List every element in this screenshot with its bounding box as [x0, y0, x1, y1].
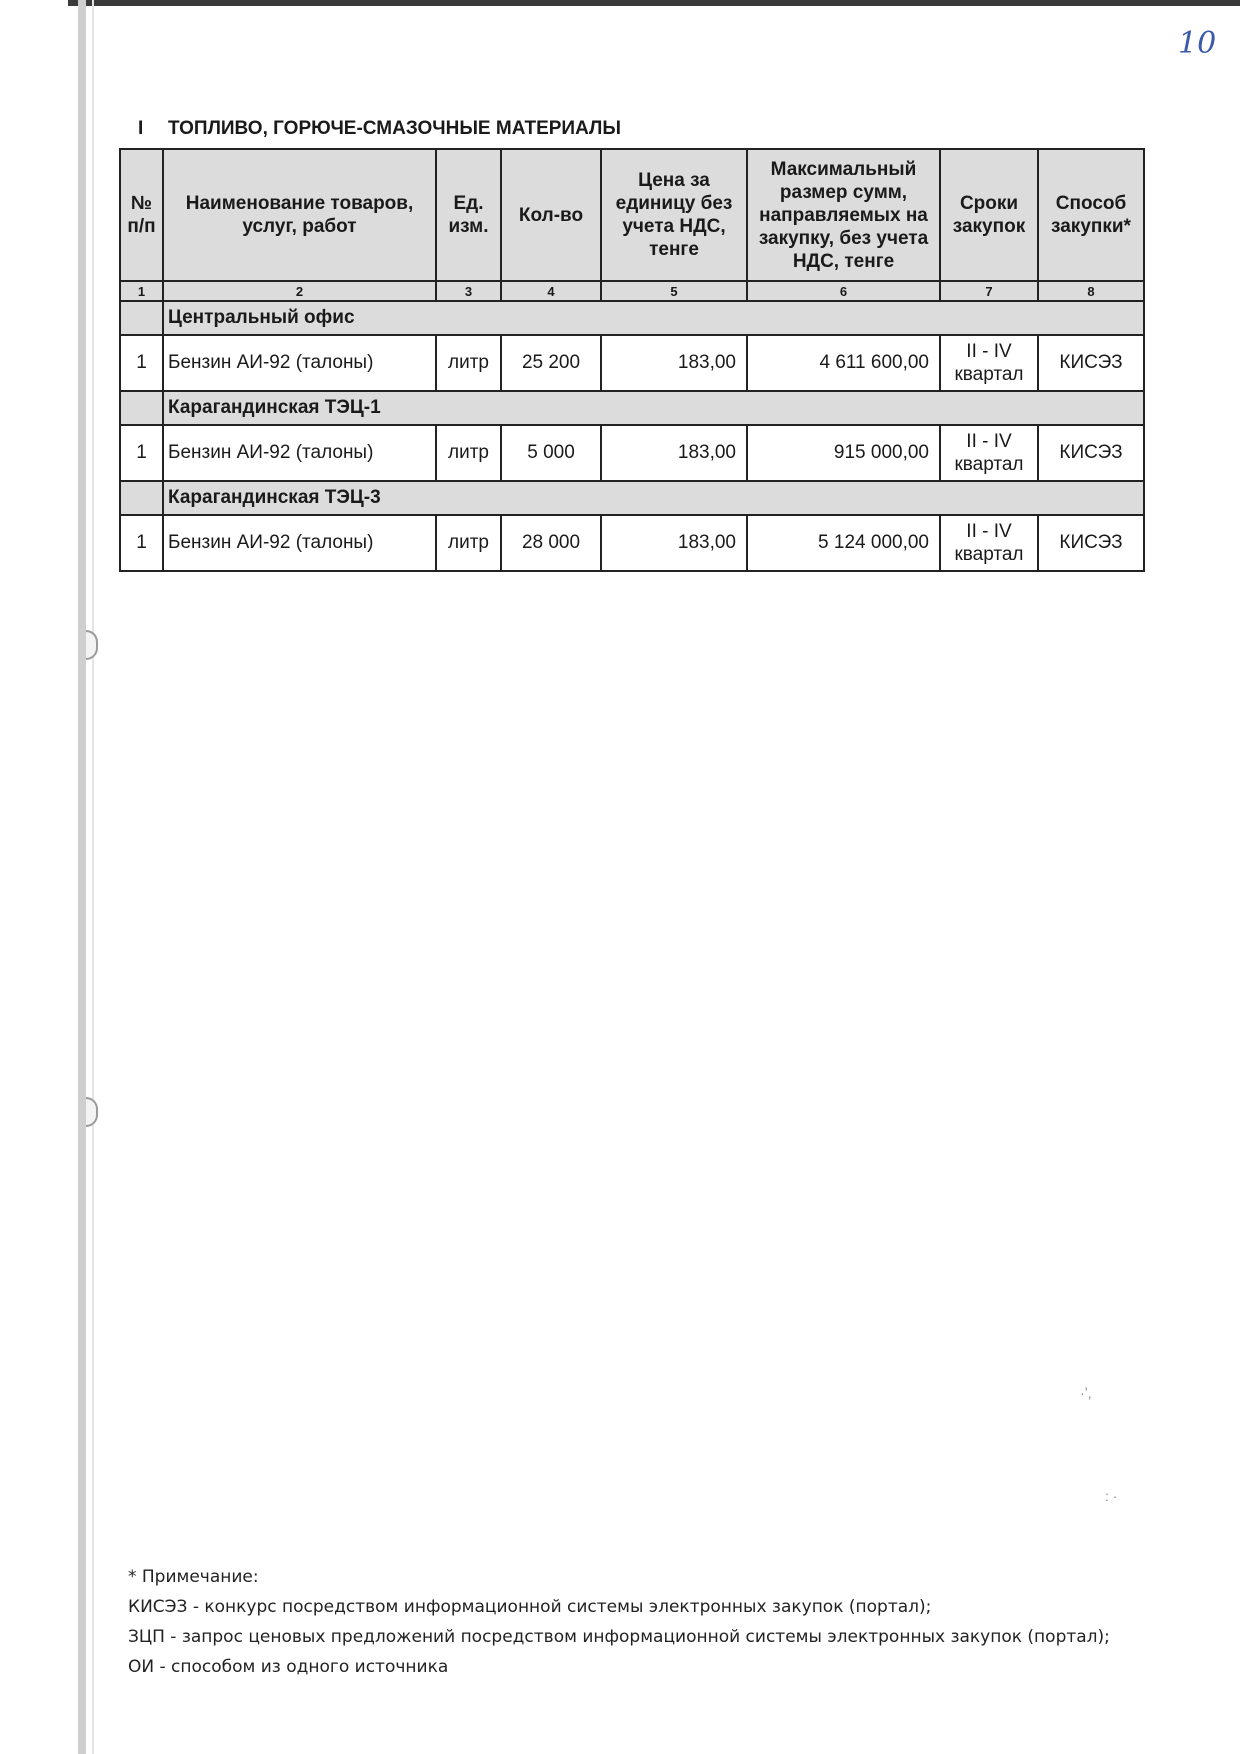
column-number: 3	[436, 281, 501, 301]
row-total: 915 000,00	[747, 425, 940, 481]
section-heading	[138, 118, 621, 140]
row-method: КИСЭЗ	[1038, 425, 1144, 481]
group-name: Центральный офис	[163, 301, 1144, 335]
scan-speck: ·ʼ,	[1080, 1385, 1092, 1401]
scan-speck: : ·	[1105, 1488, 1118, 1504]
row-price: 183,00	[601, 425, 747, 481]
section-title: ТОПЛИВО, ГОРЮЧЕ-СМАЗОЧНЫЕ МАТЕРИАЛЫ	[168, 118, 621, 139]
row-period-unit: квартал	[954, 544, 1024, 565]
handwritten-page-number: 10	[1178, 26, 1217, 61]
row-method: КИСЭЗ	[1038, 335, 1144, 391]
row-price: 183,00	[601, 335, 747, 391]
table-row	[120, 335, 1144, 391]
group-spacer-cell	[120, 301, 163, 335]
row-quantity: 5 000	[501, 425, 601, 481]
footnote-line: ОИ - способом из одного источника	[128, 1657, 449, 1677]
table-header-row	[120, 149, 1144, 281]
column-number: 6	[747, 281, 940, 301]
row-number: 1	[120, 515, 163, 571]
group-row	[120, 301, 1144, 335]
row-total: 5 124 000,00	[747, 515, 940, 571]
header-cell-number: № п/п	[120, 149, 163, 281]
column-number: 4	[501, 281, 601, 301]
table-row	[120, 515, 1144, 571]
punch-hole	[86, 1097, 98, 1127]
footnote-line: КИСЭЗ - конкурс посредством информационной системы электронных закупок (портал);	[128, 1597, 932, 1617]
row-period	[940, 425, 1038, 481]
header-cell-quantity: Кол-во	[501, 149, 601, 281]
section-roman-numeral: I	[138, 118, 144, 139]
row-item-name: Бензин АИ-92 (талоны)	[163, 515, 436, 571]
header-cell-name: Наименование товаров, услуг, работ	[163, 149, 436, 281]
footnote-line: ЗЦП - запрос ценовых предложений посредством информационной системы электронных закупок (портал);	[128, 1627, 1110, 1647]
procurement-table	[119, 148, 1145, 572]
column-number: 2	[163, 281, 436, 301]
column-number: 5	[601, 281, 747, 301]
group-spacer-cell	[120, 481, 163, 515]
column-number: 7	[940, 281, 1038, 301]
row-number: 1	[120, 335, 163, 391]
column-number: 8	[1038, 281, 1144, 301]
row-total: 4 611 600,00	[747, 335, 940, 391]
row-number: 1	[120, 425, 163, 481]
row-period-range: II - IV	[966, 431, 1012, 452]
row-period-range: II - IV	[966, 341, 1012, 362]
header-cell-unit: Ед. изм.	[436, 149, 501, 281]
group-row	[120, 481, 1144, 515]
row-unit: литр	[436, 425, 501, 481]
binding-strip	[78, 0, 86, 1754]
group-spacer-cell	[120, 391, 163, 425]
page-top-edge	[68, 0, 1240, 6]
binding-strip-shadow	[92, 0, 94, 1754]
row-period-unit: квартал	[954, 364, 1024, 385]
row-period-unit: квартал	[954, 454, 1024, 475]
header-cell-max-amount: Максимальный размер сумм, направляемых на закупку, без учета НДС, тенге	[747, 149, 940, 281]
table-row	[120, 425, 1144, 481]
footnote-title: * Примечание:	[128, 1567, 259, 1587]
row-item-name: Бензин АИ-92 (талоны)	[163, 425, 436, 481]
column-number-row	[120, 281, 1144, 301]
group-name: Карагандинская ТЭЦ-1	[163, 391, 1144, 425]
row-period	[940, 515, 1038, 571]
row-unit: литр	[436, 335, 501, 391]
row-quantity: 28 000	[501, 515, 601, 571]
header-cell-period: Сроки закупок	[940, 149, 1038, 281]
footnotes	[128, 1562, 1128, 1682]
row-period-range: II - IV	[966, 521, 1012, 542]
column-number: 1	[120, 281, 163, 301]
punch-hole	[86, 630, 98, 660]
row-item-name: Бензин АИ-92 (талоны)	[163, 335, 436, 391]
row-unit: литр	[436, 515, 501, 571]
row-method: КИСЭЗ	[1038, 515, 1144, 571]
header-cell-price: Цена за единицу без учета НДС, тенге	[601, 149, 747, 281]
row-period	[940, 335, 1038, 391]
group-name: Карагандинская ТЭЦ-3	[163, 481, 1144, 515]
header-cell-method: Способ закупки*	[1038, 149, 1144, 281]
row-price: 183,00	[601, 515, 747, 571]
group-row	[120, 391, 1144, 425]
row-quantity: 25 200	[501, 335, 601, 391]
